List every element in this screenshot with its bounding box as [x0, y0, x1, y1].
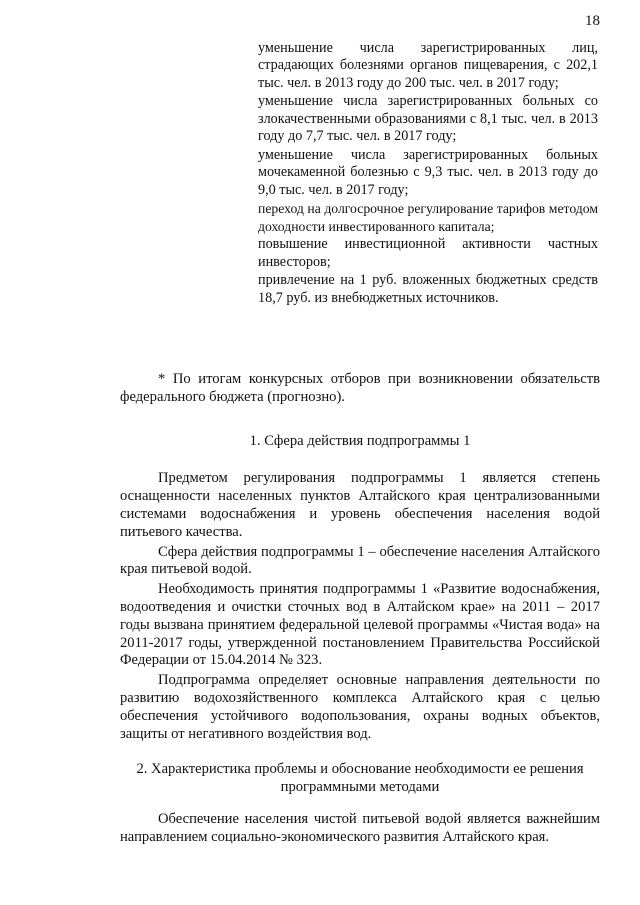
target-indicators-list [258, 40, 598, 308]
paragraph: Обеспечение населения чистой питьевой водой является важнейшим направлением социально-экономического развития Алтайского края. [120, 810, 600, 845]
list-item: уменьшение числа зарегистрированных больных мочекаменной болезнью с 9,3 тыс. чел. в 2013 году до 9,0 тыс. чел. в 2017 году; [258, 146, 598, 198]
paragraph: Предметом регулирования подпрограммы 1 является степень оснащенности населенных пунктов Алтайского края централизованными системами водоснабжения и уровень обеспечения населения водой питьевого качества. [120, 470, 600, 540]
list-item: привлечение на 1 руб. вложенных бюджетных средств 18,7 руб. из внебюджетных источников. [258, 272, 598, 306]
section-2-heading: 2. Характеристика проблемы и обоснование необходимости ее решения программными методами [136, 761, 584, 796]
list-item: повышение инвестиционной активности частных инвесторов; [258, 236, 598, 270]
list-item: переход на долгосрочное регулирование тарифов методом доходности инвестированного капитала; [258, 201, 598, 234]
main-text [120, 371, 600, 849]
list-item: уменьшение числа зарегистрированных больных со злокачественными образованиями с 8,1 тыс. чел. в 2013 году до 7,7 тыс. чел. в 2017 году; [258, 93, 598, 145]
section-1-heading: 1. Сфера действия подпрограммы 1 [249, 432, 471, 449]
page-number: 18 [585, 13, 600, 29]
paragraph: Подпрограмма определяет основные направления деятельности по развитию водохозяйственного комплекса Алтайского края с целью обеспечения устойчивого водопользования, охраны водных объектов, защиты от негативного воздействия вод. [120, 672, 600, 742]
paragraph: Необходимость принятия подпрограммы 1 «Развитие водоснабжения, водоотведения и очистки сточных вод в Алтайском крае» на 2011 – 2017 годы вызвана принятием федеральной целевой программы «Чистая вода» на 2011-2017 годы, утвержденной постановлением Правительства Российской Федерации от 15.04.2014 № 323. [120, 581, 600, 669]
paragraph: Сфера действия подпрограммы 1 – обеспечение населения Алтайского края питьевой водой. [120, 543, 600, 578]
list-item: уменьшение числа зарегистрированных лиц, страдающих болезнями органов пищеварения, с 202,1 тыс. чел. в 2013 году до 200 тыс. чел. в 2017 году; [258, 40, 598, 91]
footnote: * По итогам конкурсных отборов при возникновении обязательств федерального бюджета (прогнозно). [120, 371, 600, 405]
